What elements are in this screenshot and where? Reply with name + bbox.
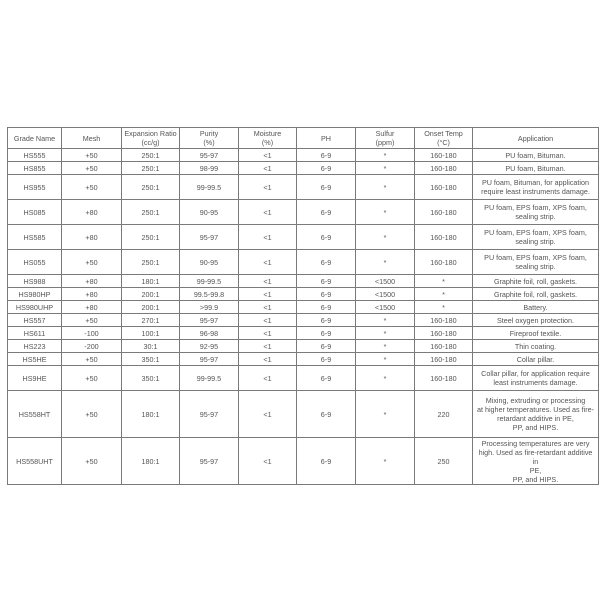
cell-application — [473, 391, 599, 438]
cell-mesh: +50 — [62, 162, 122, 175]
cell-temp: 220 — [415, 391, 473, 438]
application-line: PE, — [529, 465, 542, 475]
cell-sulfur: * — [356, 162, 415, 175]
cell-ratio: 100:1 — [122, 327, 180, 340]
cell-ratio: 250:1 — [122, 162, 180, 175]
application-line: PU foam, Bituman, for application — [481, 178, 590, 187]
cell-purity: 90-95 — [180, 200, 239, 225]
cell-ratio: 350:1 — [122, 353, 180, 366]
header-ph: PH — [297, 128, 356, 149]
cell-application — [473, 175, 599, 200]
cell-ph: 6-9 — [297, 438, 356, 485]
application-line: Graphite foil, roll, gaskets. — [493, 289, 578, 299]
cell-ratio: 200:1 — [122, 288, 180, 301]
cell-ratio: 180:1 — [122, 438, 180, 485]
cell-ph: 6-9 — [297, 149, 356, 162]
header-purity: Purity (%) — [180, 128, 239, 149]
header-grade-name: Grade Name — [8, 128, 62, 149]
application-line: high. Used as fire-retardant additive in — [478, 447, 593, 466]
header-onset-temp: Onset Temp (°C) — [415, 128, 473, 149]
cell-sulfur: * — [356, 225, 415, 250]
table-row — [8, 288, 599, 301]
cell-ph: 6-9 — [297, 301, 356, 314]
table-row — [8, 353, 599, 366]
header-sulfur: Sulfur (ppm) — [356, 128, 415, 149]
table-row — [8, 301, 599, 314]
cell-mesh: +80 — [62, 301, 122, 314]
table-row — [8, 340, 599, 353]
cell-mesh: +80 — [62, 275, 122, 288]
cell-mesh: +50 — [62, 314, 122, 327]
application-line: PU foam, Bituman. — [505, 150, 566, 160]
cell-ratio: 250:1 — [122, 225, 180, 250]
table-row — [8, 162, 599, 175]
cell-moisture: <1 — [239, 250, 297, 275]
application-line: PU foam, Bituman. — [505, 163, 566, 173]
table-row — [8, 314, 599, 327]
header-moisture: Moisture (%) — [239, 128, 297, 149]
cell-moisture: <1 — [239, 149, 297, 162]
cell-temp: 160-180 — [415, 250, 473, 275]
header-row — [8, 128, 599, 149]
cell-mesh: -100 — [62, 327, 122, 340]
table-row — [8, 250, 599, 275]
cell-grade: HS555 — [8, 149, 62, 162]
cell-temp: 160-180 — [415, 353, 473, 366]
cell-application — [473, 327, 599, 340]
cell-sulfur: <1500 — [356, 275, 415, 288]
cell-ph: 6-9 — [297, 250, 356, 275]
table-body — [8, 149, 599, 485]
cell-purity: 95-97 — [180, 438, 239, 485]
cell-temp: 160-180 — [415, 340, 473, 353]
cell-grade: HS9HE — [8, 366, 62, 391]
cell-temp: * — [415, 301, 473, 314]
cell-moisture: <1 — [239, 314, 297, 327]
cell-ratio: 30:1 — [122, 340, 180, 353]
cell-application — [473, 438, 599, 485]
cell-grade: HS611 — [8, 327, 62, 340]
cell-purity: 99-99.5 — [180, 275, 239, 288]
cell-temp: 160-180 — [415, 149, 473, 162]
cell-moisture: <1 — [239, 225, 297, 250]
application-line: Collar pillar, for application require — [481, 369, 590, 378]
cell-temp: * — [415, 275, 473, 288]
cell-application — [473, 225, 599, 250]
table-row — [8, 275, 599, 288]
cell-ph: 6-9 — [297, 225, 356, 250]
cell-ph: 6-9 — [297, 275, 356, 288]
cell-sulfur: * — [356, 175, 415, 200]
cell-temp: 160-180 — [415, 200, 473, 225]
application-line: least instruments damage. — [493, 378, 578, 387]
application-line: PP, and HIPS. — [512, 423, 559, 432]
cell-purity: >99.9 — [180, 301, 239, 314]
cell-grade: HS988 — [8, 275, 62, 288]
table-row — [8, 391, 599, 438]
cell-sulfur: <1500 — [356, 301, 415, 314]
cell-mesh: +50 — [62, 391, 122, 438]
cell-ph: 6-9 — [297, 340, 356, 353]
cell-purity: 95-97 — [180, 225, 239, 250]
cell-purity: 95-97 — [180, 353, 239, 366]
cell-mesh: +80 — [62, 200, 122, 225]
cell-purity: 92-95 — [180, 340, 239, 353]
application-line: sealing strip. — [515, 237, 556, 246]
cell-moisture: <1 — [239, 366, 297, 391]
cell-sulfur: * — [356, 391, 415, 438]
cell-mesh: +50 — [62, 149, 122, 162]
cell-mesh: -200 — [62, 340, 122, 353]
cell-application — [473, 353, 599, 366]
cell-sulfur: * — [356, 314, 415, 327]
application-line: Collar pillar. — [516, 354, 555, 364]
cell-purity: 95-97 — [180, 314, 239, 327]
cell-temp: 160-180 — [415, 175, 473, 200]
cell-purity: 98-99 — [180, 162, 239, 175]
cell-grade: HS855 — [8, 162, 62, 175]
table-row — [8, 149, 599, 162]
cell-ph: 6-9 — [297, 353, 356, 366]
cell-ph: 6-9 — [297, 314, 356, 327]
cell-mesh: +50 — [62, 366, 122, 391]
cell-moisture: <1 — [239, 340, 297, 353]
cell-grade: HS5HE — [8, 353, 62, 366]
cell-grade: HS980UHP — [8, 301, 62, 314]
cell-sulfur: * — [356, 438, 415, 485]
application-line: Graphite foil, roll, gaskets. — [493, 276, 578, 286]
application-line: sealing strip. — [515, 212, 556, 221]
cell-temp: * — [415, 288, 473, 301]
cell-grade: HS980HP — [8, 288, 62, 301]
cell-moisture: <1 — [239, 175, 297, 200]
application-line: at higher temperatures. Used as fire- — [476, 405, 595, 414]
cell-sulfur: * — [356, 327, 415, 340]
cell-moisture: <1 — [239, 391, 297, 438]
cell-application — [473, 149, 599, 162]
cell-ratio: 250:1 — [122, 175, 180, 200]
cell-temp: 160-180 — [415, 366, 473, 391]
table-row — [8, 327, 599, 340]
cell-sulfur: * — [356, 353, 415, 366]
cell-moisture: <1 — [239, 275, 297, 288]
cell-ratio: 180:1 — [122, 391, 180, 438]
cell-ratio: 180:1 — [122, 275, 180, 288]
cell-purity: 99.5-99.8 — [180, 288, 239, 301]
cell-ratio: 250:1 — [122, 149, 180, 162]
application-line: PU foam, EPS foam, XPS foam, — [484, 203, 587, 212]
cell-moisture: <1 — [239, 327, 297, 340]
cell-purity: 95-97 — [180, 149, 239, 162]
cell-moisture: <1 — [239, 353, 297, 366]
cell-sulfur: * — [356, 149, 415, 162]
cell-ratio: 200:1 — [122, 301, 180, 314]
application-line: PU foam, EPS foam, XPS foam, — [484, 253, 587, 262]
cell-application — [473, 250, 599, 275]
application-line: Steel oxygen protection. — [496, 315, 575, 325]
cell-moisture: <1 — [239, 438, 297, 485]
cell-application — [473, 275, 599, 288]
cell-mesh: +80 — [62, 225, 122, 250]
cell-sulfur: * — [356, 250, 415, 275]
cell-sulfur: <1500 — [356, 288, 415, 301]
application-line: Processing temperatures are very — [481, 438, 590, 448]
cell-purity: 99-99.5 — [180, 366, 239, 391]
cell-temp: 160-180 — [415, 327, 473, 340]
cell-application — [473, 340, 599, 353]
cell-grade: HS955 — [8, 175, 62, 200]
header-expansion-ratio: Expansion Ratio (cc/g) — [122, 128, 180, 149]
application-line: require least instruments damage. — [481, 187, 590, 196]
cell-temp: 250 — [415, 438, 473, 485]
cell-application — [473, 314, 599, 327]
cell-ratio: 250:1 — [122, 200, 180, 225]
cell-grade: HS085 — [8, 200, 62, 225]
cell-ph: 6-9 — [297, 175, 356, 200]
cell-sulfur: * — [356, 200, 415, 225]
application-line: Fireproof textile. — [509, 328, 562, 338]
cell-application — [473, 200, 599, 225]
cell-purity: 99-99.5 — [180, 175, 239, 200]
cell-moisture: <1 — [239, 301, 297, 314]
cell-ph: 6-9 — [297, 288, 356, 301]
cell-temp: 160-180 — [415, 162, 473, 175]
cell-purity: 96-98 — [180, 327, 239, 340]
cell-mesh: +50 — [62, 353, 122, 366]
cell-grade: HS585 — [8, 225, 62, 250]
header-mesh: Mesh — [62, 128, 122, 149]
cell-mesh: +80 — [62, 288, 122, 301]
spec-sheet — [7, 127, 599, 485]
cell-ratio: 250:1 — [122, 250, 180, 275]
cell-application — [473, 366, 599, 391]
cell-application — [473, 288, 599, 301]
cell-moisture: <1 — [239, 200, 297, 225]
cell-temp: 160-180 — [415, 314, 473, 327]
cell-ratio: 350:1 — [122, 366, 180, 391]
cell-grade: HS557 — [8, 314, 62, 327]
application-line: sealing strip. — [515, 262, 556, 271]
cell-temp: 160-180 — [415, 225, 473, 250]
application-line: PP, and HIPS. — [512, 474, 559, 484]
application-line: Mixing, extruding or processing — [485, 396, 586, 405]
header-application: Application — [473, 128, 599, 149]
table-row — [8, 200, 599, 225]
cell-grade: HS558UHT — [8, 438, 62, 485]
application-line: PU foam, EPS foam, XPS foam, — [484, 228, 587, 237]
cell-purity: 90-95 — [180, 250, 239, 275]
cell-ph: 6-9 — [297, 391, 356, 438]
cell-grade: HS223 — [8, 340, 62, 353]
table-row — [8, 366, 599, 391]
cell-application — [473, 301, 599, 314]
cell-moisture: <1 — [239, 288, 297, 301]
cell-mesh: +50 — [62, 175, 122, 200]
cell-grade: HS055 — [8, 250, 62, 275]
cell-application — [473, 162, 599, 175]
cell-mesh: +50 — [62, 438, 122, 485]
cell-sulfur: * — [356, 340, 415, 353]
cell-grade: HS558HT — [8, 391, 62, 438]
cell-ph: 6-9 — [297, 200, 356, 225]
cell-ph: 6-9 — [297, 366, 356, 391]
table-row — [8, 175, 599, 200]
table-row — [8, 225, 599, 250]
cell-moisture: <1 — [239, 162, 297, 175]
cell-ph: 6-9 — [297, 327, 356, 340]
application-line: Thin coating. — [514, 341, 557, 351]
grade-spec-table — [7, 127, 599, 485]
application-line: retardant additive in PE, — [497, 414, 574, 423]
table-row — [8, 438, 599, 485]
cell-ph: 6-9 — [297, 162, 356, 175]
cell-mesh: +50 — [62, 250, 122, 275]
cell-sulfur: * — [356, 366, 415, 391]
cell-purity: 95-97 — [180, 391, 239, 438]
application-line: Battery. — [523, 302, 548, 312]
cell-ratio: 270:1 — [122, 314, 180, 327]
